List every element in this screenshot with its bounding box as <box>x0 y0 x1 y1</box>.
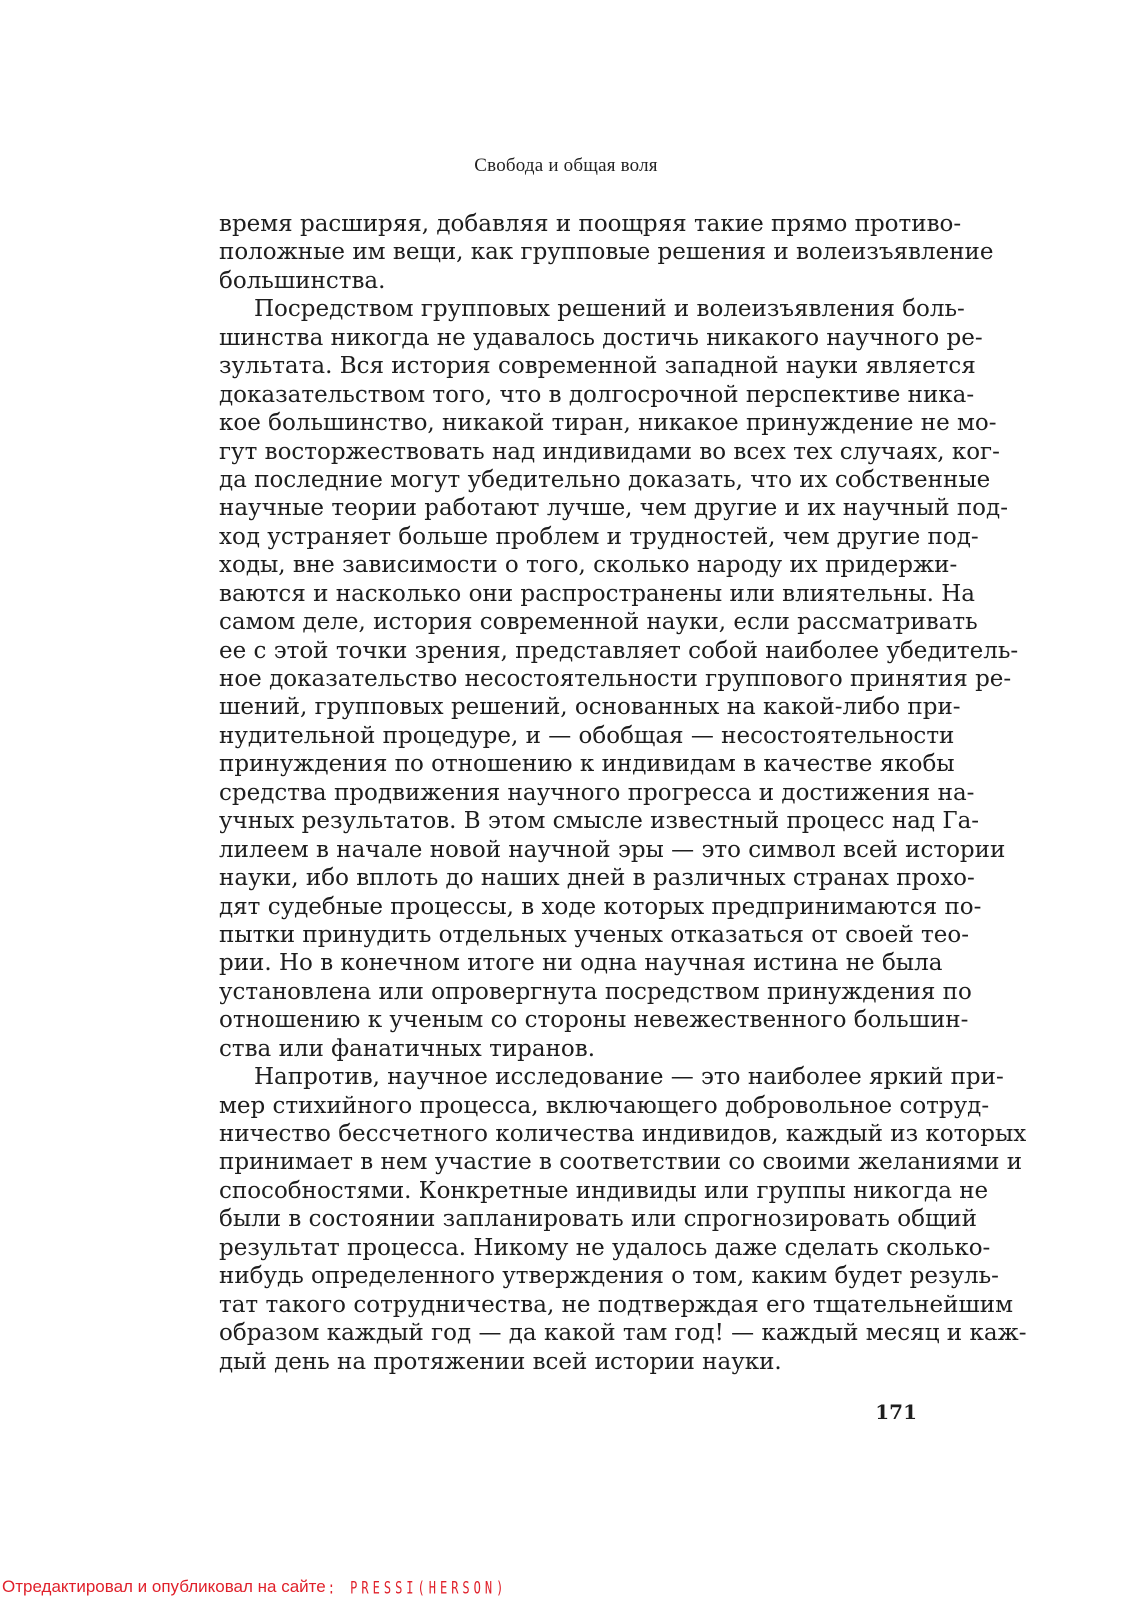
text-line: образом каждый год — да какой там год! — каждый месяц и каж- <box>219 1320 1027 1347</box>
text-line: шений, групповых решений, основанных на какой-либо при- <box>219 694 961 721</box>
text-line: да последние могут убедительно доказать, что их собственные <box>219 466 991 493</box>
text-line: доказательством того, что в долгосрочной перспективе ника- <box>219 381 975 408</box>
text-line: зультата. Вся история современной западной науки является <box>219 353 976 380</box>
watermark-site: : PRESSI(HERSON) <box>327 1578 508 1598</box>
text-line: средства продвижения научного прогресса и достижения на- <box>219 779 975 806</box>
text-line: были в состоянии запланировать или спрогнозировать общий <box>219 1206 978 1233</box>
text-line: дят судебные процессы, в ходе которых предпринимаются по- <box>219 893 982 920</box>
text-line: нибудь определенного утверждения о том, каким будет резуль- <box>219 1263 999 1290</box>
body-text <box>219 210 1027 1376</box>
text-line: самом деле, история современной науки, если рассматривать <box>219 609 978 636</box>
text-line: рии. Но в конечном итоге ни одна научная истина не была <box>219 950 943 977</box>
text-line: пытки принудить отдельных ученых отказаться от своей тео- <box>219 921 969 948</box>
text-line: принимает в нем участие в соответствии со своими желаниями и <box>219 1149 1023 1176</box>
text-line: большинства. <box>219 267 386 294</box>
watermark-text: Отредактировал и опубликовал на сайте <box>2 1577 326 1596</box>
running-head: Свобода и общая воля <box>474 155 658 176</box>
text-line: принуждения по отношению к индивидам в качестве якобы <box>219 751 955 778</box>
text-line: установлена или опровергнута посредством принуждения по <box>219 978 972 1005</box>
watermark <box>2 1577 507 1597</box>
text-line: гут восторжествовать над индивидами во всех тех случаях, ког- <box>219 438 1000 465</box>
text-line: способностями. Конкретные индивиды или группы никогда не <box>219 1177 989 1204</box>
text-line: ходы, вне зависимости о того, сколько народу их придержи- <box>219 552 958 579</box>
text-line: научные теории работают лучше, чем другие и их научный под- <box>219 495 1008 522</box>
paragraph-3 <box>219 1063 1027 1376</box>
text-line: кое большинство, никакой тиран, никакое принуждение не мо- <box>219 410 997 437</box>
text-line: ства или фанатичных тиранов. <box>219 1035 596 1062</box>
text-line: ваются и насколько они распространены или влиятельны. На <box>219 580 976 607</box>
text-line: положные им вещи, как групповые решения и волеизъявление <box>219 239 994 266</box>
text-line: дый день на протяжении всей истории науки. <box>219 1348 782 1375</box>
text-line: результат процесса. Никому не удалось даже сделать сколько- <box>219 1234 991 1261</box>
text-line: нудительной процедуре, и — обобщая — несостоятельности <box>219 722 955 749</box>
text-line: ее с этой точки зрения, представляет собой наиболее убедитель- <box>219 637 1019 664</box>
text-line: ничество бессчетного количества индивидов, каждый из которых <box>219 1121 1027 1147</box>
text-line: отношению к ученым со стороны невежественного большин- <box>219 1007 969 1034</box>
paragraph-1 <box>219 210 994 295</box>
text-line: науки, ибо вплоть до наших дней в различных странах прохо- <box>219 865 975 892</box>
text-line: шинства никогда не удавалось достичь никакого научного ре- <box>219 324 983 351</box>
paragraph-2 <box>219 295 1019 1063</box>
text-line: учных результатов. В этом смысле известный процесс над Га- <box>219 808 980 835</box>
text-line: мер стихийного процесса, включающего добровольное сотруд- <box>219 1092 990 1119</box>
page-number: 171 <box>875 1400 917 1424</box>
text-line: тат такого сотрудничества, не подтверждая его тщательнейшим <box>219 1291 1014 1318</box>
text-line: лилеем в начале новой научной эры — это символ всей истории <box>219 836 1006 863</box>
text-line: Напротив, научное исследование — это наиболее яркий при- <box>254 1064 1004 1091</box>
text-line: Посредством групповых решений и волеизъявления боль- <box>254 296 965 323</box>
text-line: ход устраняет больше проблем и трудностей, чем другие под- <box>219 523 979 550</box>
text-line: ное доказательство несостоятельности группового принятия ре- <box>219 666 1012 692</box>
text-line: время расширяя, добавляя и поощряя такие прямо противо- <box>219 211 962 237</box>
